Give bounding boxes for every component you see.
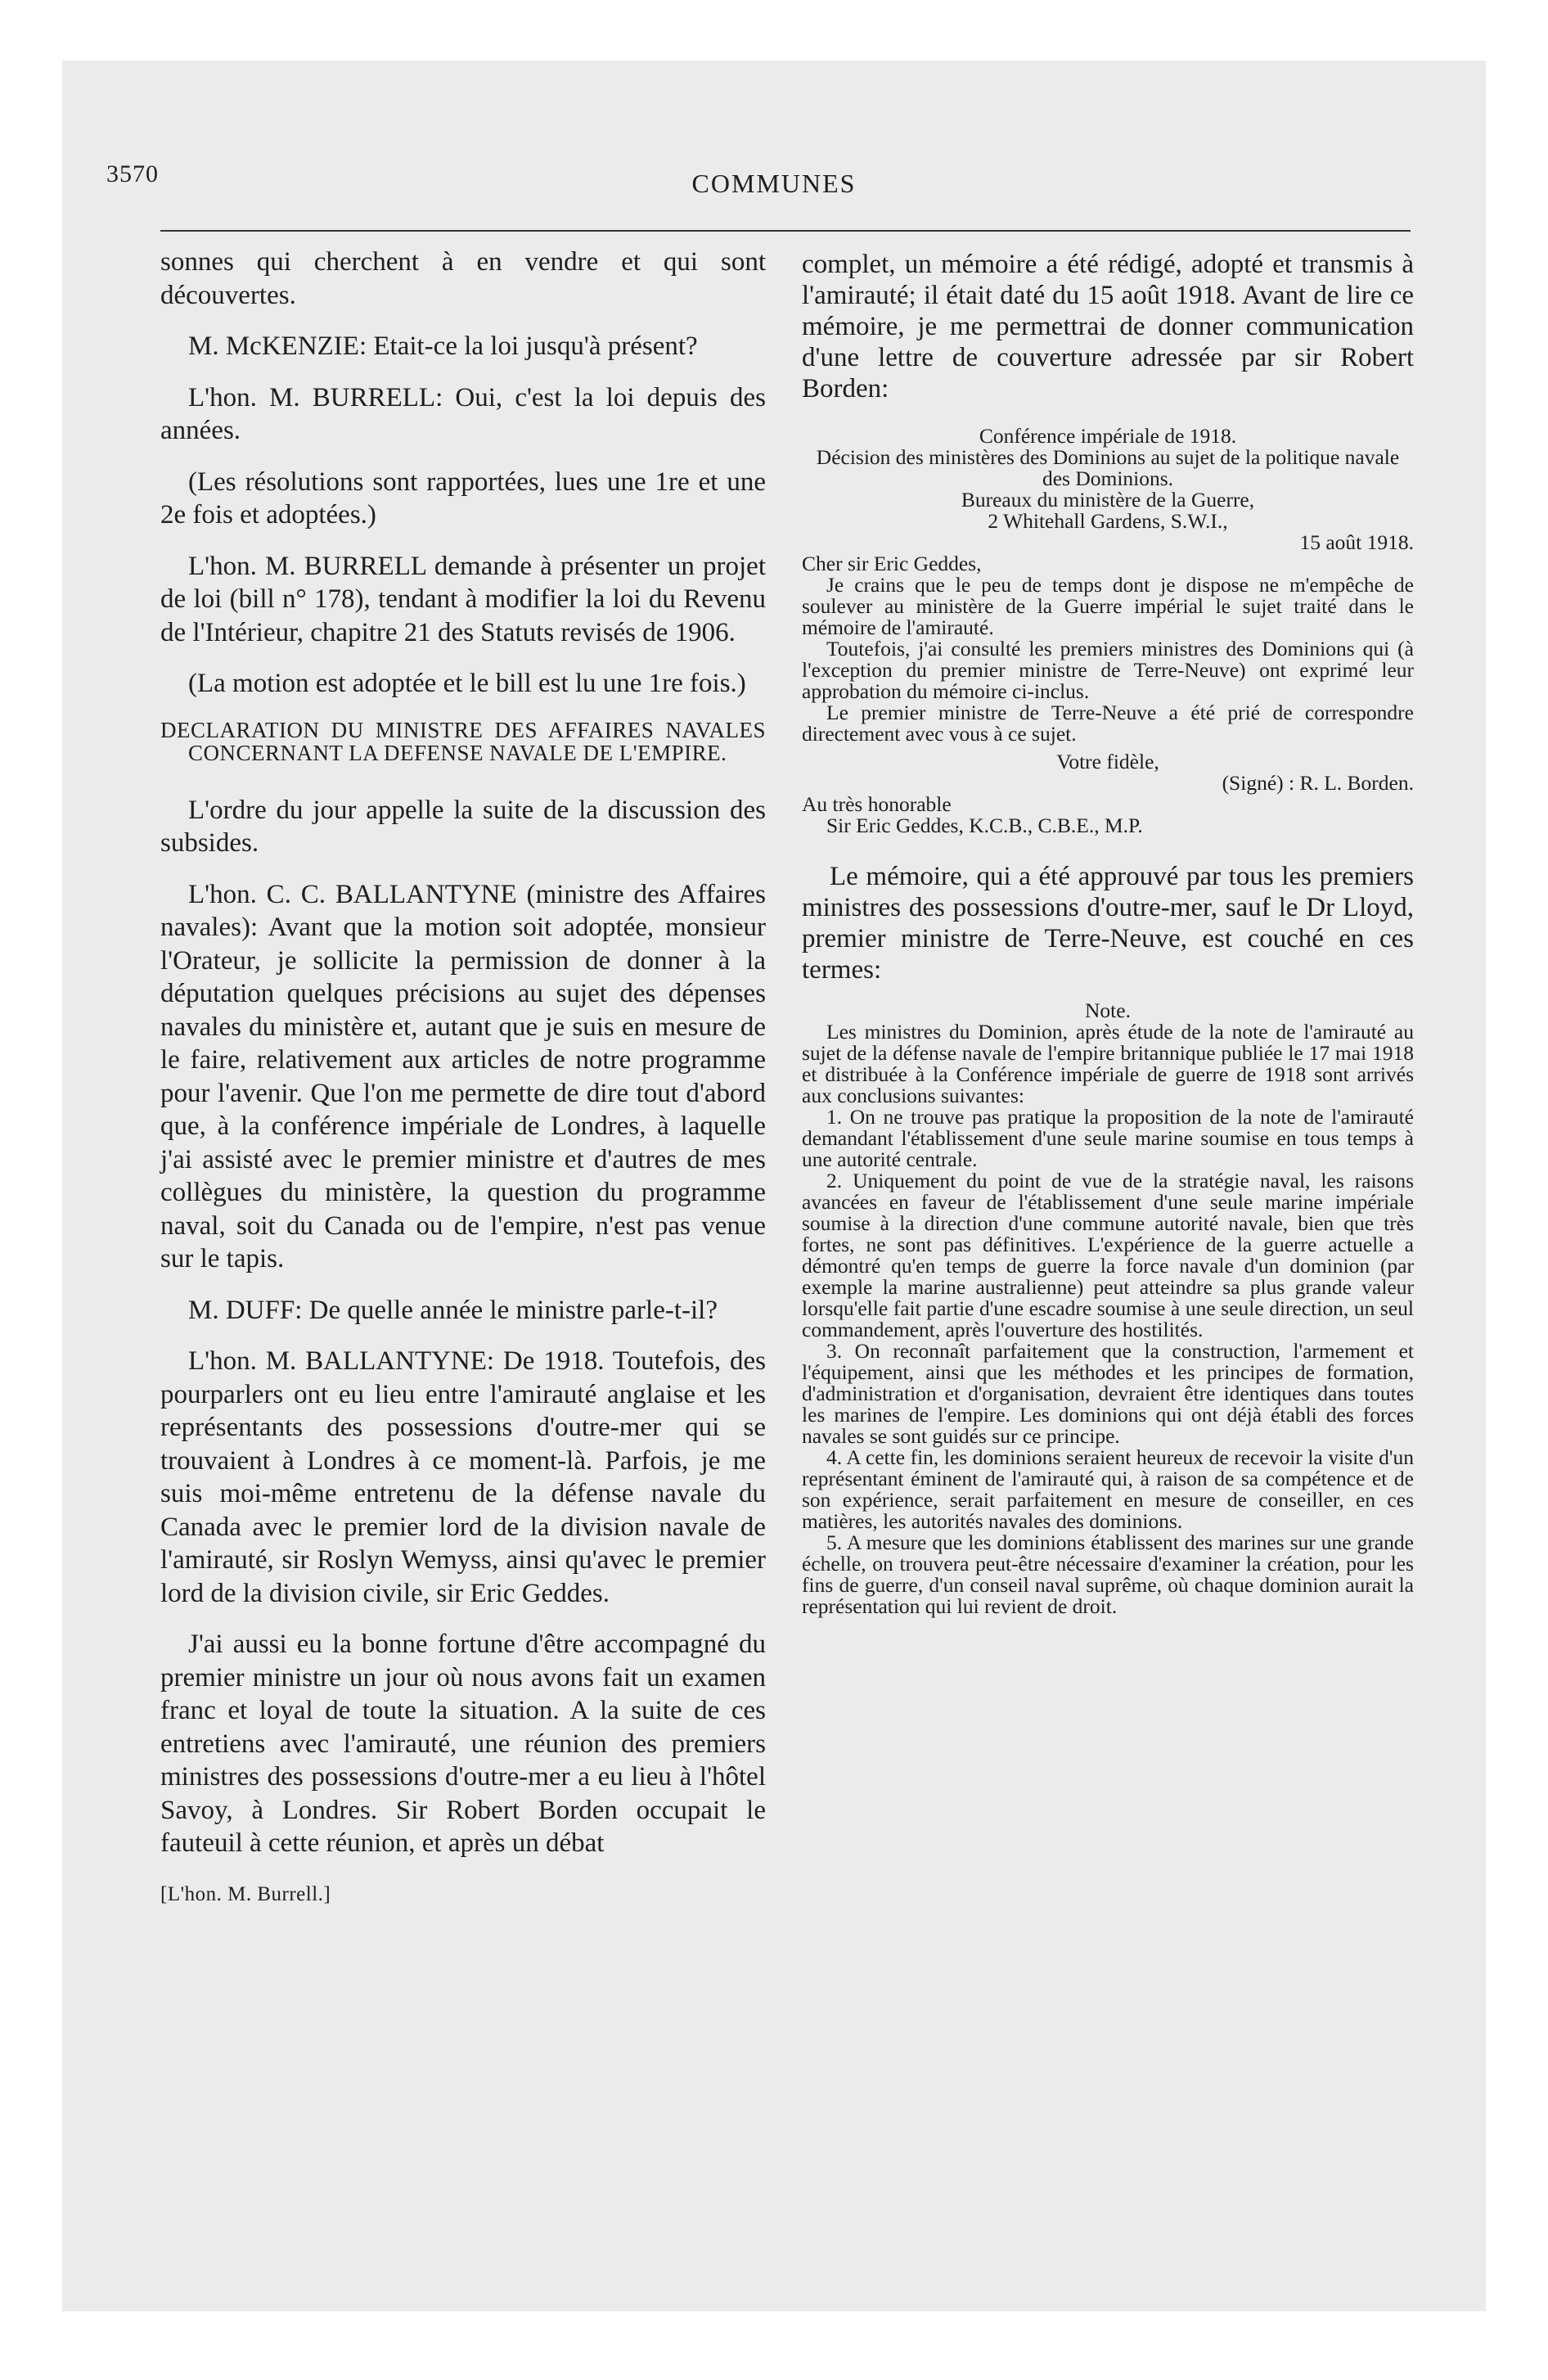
header-rule xyxy=(160,230,1411,232)
note-point: 4. A cette fin, les dominions seraient heureux de recevoir la visite d'un représentant éminent de l'amirauté qui, à raison de sa compétence et de son expérience, serait parfaitement en mesure de conseiller, en ces matières, les autorités navales des dominions. xyxy=(802,1445,1414,1533)
note-point: 1. On ne trouve pas pratique la proposition de la note de l'amirauté demandant l'établissement d'une seule marine soumise en tous temps à une autorité centrale. xyxy=(802,1105,1414,1171)
letter-closing: Votre fidèle, xyxy=(1056,750,1159,773)
paragraph: M. McKENZIE: Etait-ce la loi jusqu'à présent? xyxy=(188,331,698,361)
letter-paragraph: Je crains que le peu de temps dont je dispose ne m'empêche de soulever au ministère de la Guerre impérial le sujet traité dans le mémoire de l'amirauté. xyxy=(802,573,1414,639)
letter-salutation: Cher sir Eric Geddes, xyxy=(802,552,982,575)
paragraph: (Les résolutions sont rapportées, lues une 1re et une 2e fois et adoptées.) xyxy=(160,467,766,530)
paragraph: J'ai aussi eu la bonne fortune d'être accompagné du premier ministre un jour où nous avons fait un examen franc et loyal de toute la situation. A la suite de ces entretiens avec l'amirauté, une réunion des premiers ministres des possessions d'outre-mer a eu lieu à l'hôtel Savoy, à Londres. Sir Robert Borden occupait le fauteuil à cette réunion, et après un débat xyxy=(160,1629,766,1858)
left-column xyxy=(160,246,766,1906)
letter-paragraph: Toutefois, j'ai consulté les premiers ministres des Dominions qui (à l'exception du premier ministre de Terre-Neuve) ont exprimé leur approbation du mémoire ci-inclus. xyxy=(802,637,1414,703)
paragraph: L'hon. C. C. BALLANTYNE (ministre des Affaires navales): Avant que la motion soit adoptée, monsieur l'Orateur, je sollicite la permission de donner à la députation quelques précisions au sujet des dépenses navales du ministère et, autant que je suis en mesure de le faire, relativement aux articles de notre programme pour l'avenir. Que l'on me permette de dire tout d'abord que, à la conférence impériale de Londres, à laquelle j'ai assisté avec le premier ministre et d'autres de mes collègues du ministère, la question du programme naval, soit du Canada ou de l'empire, n'est pas venue sur le tapis. xyxy=(160,879,766,1273)
section-heading: DECLARATION DU MINISTRE DES AFFAIRES NAVALES CONCERNANT LA DEFENSE NAVALE DE L'EMPIRE. xyxy=(160,717,766,765)
paragraph: (La motion est adoptée et le bill est lu une 1re fois.) xyxy=(188,669,746,698)
note-preamble: Les ministres du Dominion, après étude de la note de l'amirauté au sujet de la défense navale de l'empire britannique publiée le 17 mai 1918 et distribuée à la Conférence impériale de guerre de 1918 sont arrivés aux conclusions suivantes: xyxy=(802,1020,1414,1107)
letter-heading: Décision des ministères des Dominions au sujet de la politique navale des Dominions. xyxy=(816,445,1400,490)
note-title: Note. xyxy=(1085,998,1131,1022)
letter-signature: (Signé) : R. L. Borden. xyxy=(1222,771,1414,795)
letter-addressee: Au très honorable xyxy=(802,792,952,816)
note-point: 3. On reconnaît parfaitement que la construction, l'armement et l'équipement, ainsi que les méthodes et les principes de formation, d'administration et d'organisation, devraient être identiques dans toutes les marines de l'empire. Les dominions qui ont déjà établi des forces navales se sont guidés sur ce principe. xyxy=(802,1339,1414,1448)
memo-intro: Le mémoire, qui a été approuvé par tous les premiers ministres des possessions d'outre-mer, sauf le Dr Lloyd, premier ministre de Terre-Neuve, est couché en ces termes: xyxy=(802,862,1414,985)
paragraph: L'ordre du jour appelle la suite de la discussion des subsides. xyxy=(160,795,766,858)
right-column xyxy=(802,249,1414,1617)
running-title: COMMUNES xyxy=(691,169,857,198)
intro-paragraph: complet, un mémoire a été rédigé, adopté et transmis à l'amirauté; il était daté du 15 août 1918. Avant de lire ce mémoire, je me permettrai de donner communication d'une lettre de couverture adressée par sir Robert Borden: xyxy=(802,250,1414,403)
paragraph: sonnes qui cherchent à en vendre et qui sont découvertes. xyxy=(160,247,766,310)
letter-paragraph: Le premier ministre de Terre-Neuve a été prié de correspondre directement avec vous à ce sujet. xyxy=(802,701,1414,746)
page-number: 3570 xyxy=(106,160,159,187)
letter-date: 15 août 1918. xyxy=(1299,530,1414,554)
letter-heading: Bureaux du ministère de la Guerre, xyxy=(961,488,1255,512)
letter-address: 2 Whitehall Gardens, S.W.I., xyxy=(988,509,1228,533)
note-point: 5. A mesure que les dominions établissent des marines sur une grande échelle, on trouvera peut-être nécessaire d'examiner la création, pour les fins de guerre, d'un conseil naval suprême, où chaque dominion aurait la représentation qui lui revient de droit. xyxy=(802,1530,1414,1618)
paragraph: M. DUFF: De quelle année le ministre parle-t-il? xyxy=(188,1295,718,1325)
letter-addressee: Sir Eric Geddes, K.C.B., C.B.E., M.P. xyxy=(826,814,1143,837)
footer-attribution: [L'hon. M. Burrell.] xyxy=(160,1882,331,1905)
paragraph: L'hon. M. BALLANTYNE: De 1918. Toutefois, des pourparlers ont eu lieu entre l'amirauté anglaise et les représentants des possessions d'outre-mer qui se trouvaient à Londres à ce moment-là. Parfois, je me suis moi-même entretenu de la défense navale du Canada avec le premier lord de la division navale de l'amirauté, sir Roslyn Wemyss, ainsi qu'avec le premier lord de la division civile, sir Eric Geddes. xyxy=(160,1346,766,1608)
paragraph: L'hon. M. BURRELL: Oui, c'est la loi depuis des années. xyxy=(160,382,766,445)
paragraph: L'hon. M. BURRELL demande à présenter un projet de loi (bill n° 178), tendant à modifier la loi du Revenu de l'Intérieur, chapitre 21 des Statuts revisés de 1906. xyxy=(160,551,766,647)
note-point: 2. Uniquement du point de vue de la stratégie naval, les raisons avancées en faveur de l'établissement d'une seule marine impériale soumise à la direction d'une commune autorité navale, bien que très fortes, ne sont pas définitives. L'expérience de la guerre actuelle a démontré qu'en temps de guerre la force navale d'un dominion (par exemple la marine australienne) peut atteindre sa plus grande valeur lorsqu'elle fait partie d'une escadre soumise à une seule direction, un seul commandement, après l'ouverture des hostilités. xyxy=(802,1169,1414,1341)
letter-heading: Conférence impériale de 1918. xyxy=(979,424,1237,448)
